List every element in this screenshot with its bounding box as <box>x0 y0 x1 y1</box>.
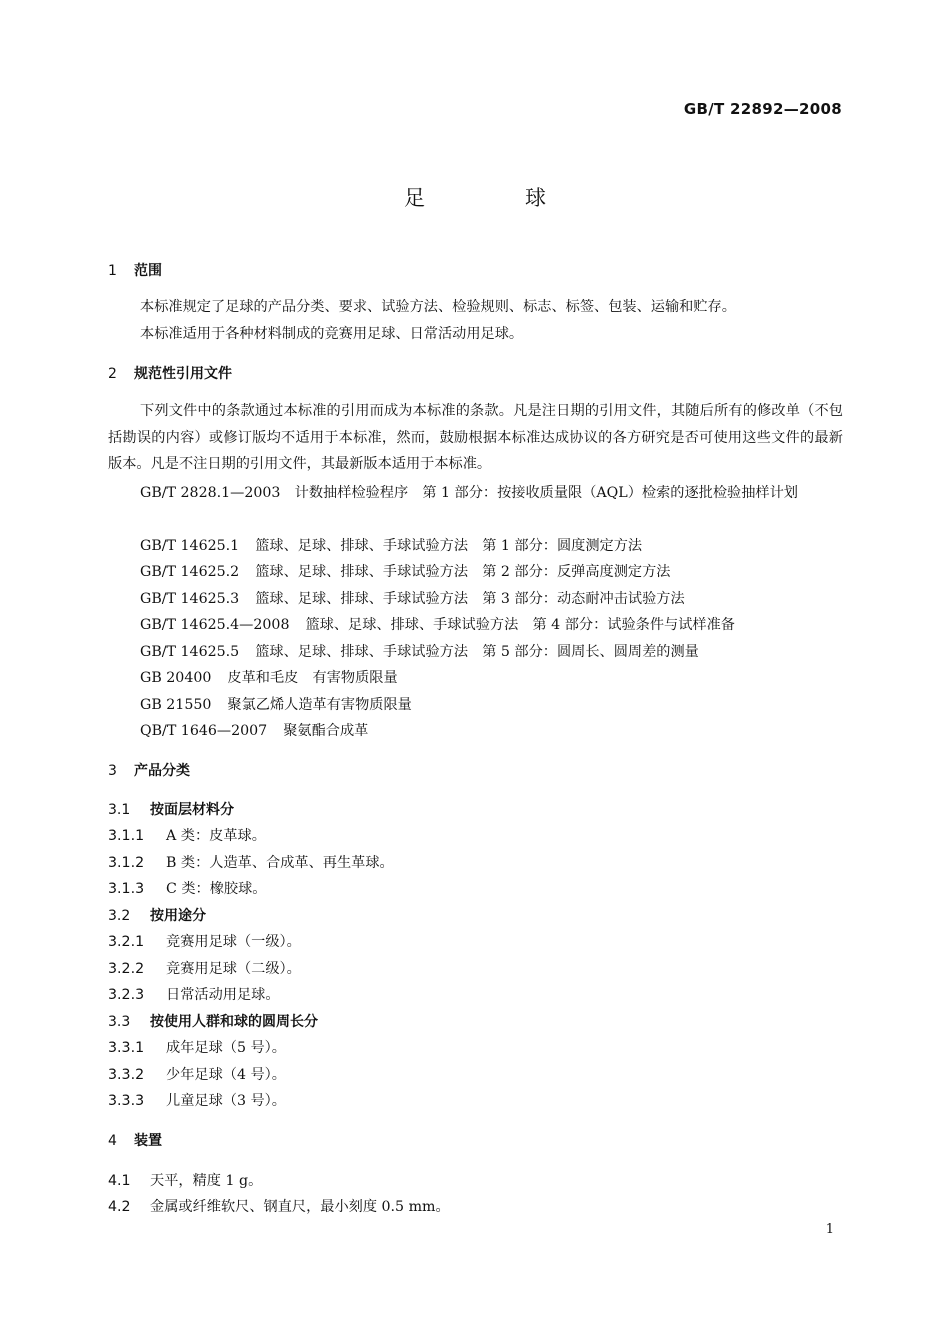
section-4-heading: 4 装置 <box>108 1133 162 1149</box>
reference-item-8: GB 21550 聚氯乙烯人造革有害物质限量 <box>140 697 412 713</box>
section-3-1-heading: 3.1 按面层材料分 <box>108 802 234 818</box>
page-number: 1 <box>825 1222 834 1237</box>
standard-code: GB/T 22892—2008 <box>683 100 842 118</box>
title-char-2: 球 <box>525 186 546 210</box>
title-char-1: 足 <box>404 186 425 210</box>
section-3-1-1: 3.1.1 A 类：皮革球。 <box>108 828 266 844</box>
reference-item-9: QB/T 1646—2007 聚氨酯合成革 <box>140 723 369 739</box>
section-3-2-3: 3.2.3 日常活动用足球。 <box>108 987 280 1003</box>
section-3-2-heading: 3.2 按用途分 <box>108 908 206 924</box>
section-2-intro: 下列文件中的条款通过本标准的引用而成为本标准的条款。凡是注日期的引用文件，其随后所有的修改单（不包括勘误的内容）或修订版均不适用于本标准，然而，鼓励根据本标准达成协议的各方研究是否可使用这些文件的最新版本。凡是不注日期的引用文件，其最新版本适用于本标准。 <box>108 403 843 472</box>
reference-item-2: GB/T 14625.1 篮球、足球、排球、手球试验方法 第 1 部分：圆度测定方法 <box>140 538 643 554</box>
section-4-2: 4.2 金属或纤维软尺、钢直尺，最小刻度 0.5 mm。 <box>108 1199 450 1215</box>
reference-item-7: GB 20400 皮革和毛皮 有害物质限量 <box>140 670 398 686</box>
section-3-2-1: 3.2.1 竞赛用足球（一级）。 <box>108 934 301 950</box>
reference-item-3: GB/T 14625.2 篮球、足球、排球、手球试验方法 第 2 部分：反弹高度测定方法 <box>140 564 671 580</box>
section-3-3-heading: 3.3 按使用人群和球的圆周长分 <box>108 1014 318 1030</box>
section-3-1-2: 3.1.2 B 类：人造革、合成革、再生革球。 <box>108 855 394 871</box>
section-1-heading: 1 范围 <box>108 263 162 279</box>
section-3-3-1: 3.3.1 成年足球（5 号）。 <box>108 1040 286 1056</box>
section-3-heading: 3 产品分类 <box>108 763 190 779</box>
section-1-para-1: 本标准规定了足球的产品分类、要求、试验方法、检验规则、标志、标签、包装、运输和贮存。 <box>140 299 736 315</box>
section-3-3-3: 3.3.3 儿童足球（3 号）。 <box>108 1093 286 1109</box>
reference-item-6: GB/T 14625.5 篮球、足球、排球、手球试验方法 第 5 部分：圆周长、圆周差的测量 <box>140 644 699 660</box>
section-3-1-3: 3.1.3 C 类：橡胶球。 <box>108 881 267 897</box>
document-title <box>0 182 950 212</box>
section-4-1: 4.1 天平，精度 1 g。 <box>108 1173 263 1189</box>
section-1-para-2: 本标准适用于各种材料制成的竞赛用足球、日常活动用足球。 <box>140 326 524 342</box>
reference-item-1: GB/T 2828.1—2003 计数抽样检验程序 第 1 部分：按接收质量限（AQL）检索的逐批检验抽样计划 <box>140 485 798 501</box>
section-3-3-2: 3.3.2 少年足球（4 号）。 <box>108 1067 286 1083</box>
reference-item-4: GB/T 14625.3 篮球、足球、排球、手球试验方法 第 3 部分：动态耐冲击试验方法 <box>140 591 685 607</box>
reference-item-5: GB/T 14625.4—2008 篮球、足球、排球、手球试验方法 第 4 部分：试验条件与试样准备 <box>140 617 735 633</box>
section-2-heading: 2 规范性引用文件 <box>108 366 232 382</box>
section-3-2-2: 3.2.2 竞赛用足球（二级）。 <box>108 961 301 977</box>
